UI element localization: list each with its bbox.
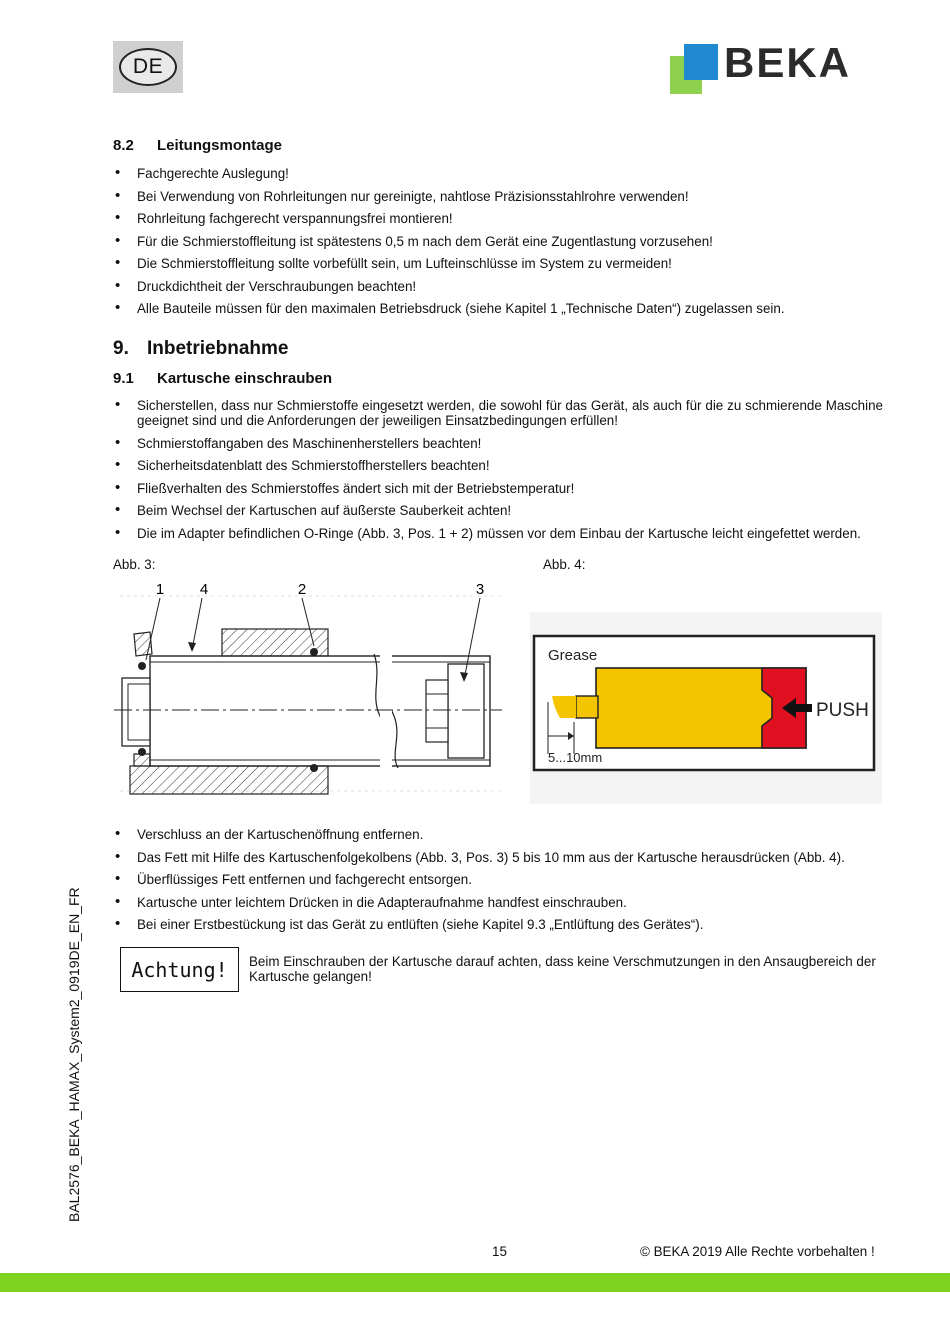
list-item: • Druckdichtheit der Verschraubungen beachten! bbox=[115, 279, 890, 294]
list-item: • Kartusche unter leichtem Drücken in die Adapteraufnahme handfest einschrauben. bbox=[115, 895, 890, 910]
list-item: • Bei Verwendung von Rohrleitungen nur gereinigte, nahtlose Präzisionsstahlrohre verwenden! bbox=[115, 189, 890, 204]
warning-text: Beim Einschrauben der Kartusche darauf achten, dass keine Verschmutzungen in den Ansaugbereich der Kartusche gelangen! bbox=[249, 954, 876, 984]
language-code: DE bbox=[119, 48, 177, 86]
list-item: • Verschluss an der Kartuschenöffnung entfernen. bbox=[115, 827, 890, 842]
callout-label-1: 1 bbox=[155, 581, 165, 598]
list-item: • Die im Adapter befindlichen O-Ringe (Abb. 3, Pos. 1 + 2) müssen vor dem Einbau der Kartusche leicht eingefettet werden. bbox=[115, 526, 883, 541]
list-item: • Beim Wechsel der Kartuschen auf äußerste Sauberkeit achten! bbox=[115, 503, 883, 518]
callout-label-2: 2 bbox=[297, 581, 307, 598]
heading-8-2 bbox=[113, 137, 282, 154]
distance-label: 5...10mm bbox=[548, 750, 603, 765]
heading-title: Kartusche einschrauben bbox=[157, 370, 333, 387]
callout-label-4: 4 bbox=[199, 581, 209, 598]
list-item: • Rohrleitung fachgerecht verspannungsfrei montieren! bbox=[115, 211, 890, 226]
list-item: • Schmierstoffangaben des Maschinenherstellers beachten! bbox=[115, 436, 883, 451]
kartusche-list bbox=[115, 398, 883, 541]
logo-wordmark: BEKA bbox=[724, 39, 852, 86]
figure-3-adapter-drawing bbox=[112, 576, 508, 802]
list-item: • Überflüssiges Fett entfernen und fachgerecht entsorgen. bbox=[115, 872, 890, 887]
footer-green-bar bbox=[0, 1273, 950, 1292]
heading-number: 9.1 bbox=[113, 370, 134, 387]
heading-title: Inbetriebnahme bbox=[147, 338, 289, 359]
document-id-vertical: BAL2576_BEKA_HAMAX_System2_0919DE_EN_FR bbox=[66, 887, 82, 1222]
warning-label-box bbox=[120, 947, 239, 992]
figure-4-caption: Abb. 4: bbox=[543, 557, 586, 572]
push-label: PUSH bbox=[816, 700, 869, 721]
beka-logo bbox=[670, 39, 885, 98]
heading-9 bbox=[113, 338, 288, 360]
heading-number: 9. bbox=[113, 338, 129, 359]
heading-9-1 bbox=[113, 370, 332, 387]
list-item: • Das Fett mit Hilfe des Kartuschenfolgekolbens (Abb. 3, Pos. 3) 5 bis 10 mm aus der Kartusche herausdrücken (Abb. 4). bbox=[115, 850, 890, 865]
steps-list bbox=[115, 827, 890, 932]
list-item: • Für die Schmierstoffleitung ist spätestens 0,5 m nach dem Gerät eine Zugentlastung vorzusehen! bbox=[115, 234, 890, 249]
list-item: • Die Schmierstoffleitung sollte vorbefüllt sein, um Lufteinschlüsse im System zu vermeiden! bbox=[115, 256, 890, 271]
list-item: • Bei einer Erstbestückung ist das Gerät zu entlüften (siehe Kapitel 9.3 „Entlüftung des Gerätes“). bbox=[115, 917, 890, 932]
list-item: • Sicherstellen, dass nur Schmierstoffe eingesetzt werden, die sowohl für das Gerät, als auch für die zu schmierende Maschine geeignet sind und die Anforderungen der jeweiligen Einsatzbedingungen erfüllen! bbox=[115, 398, 883, 428]
language-badge bbox=[113, 41, 183, 93]
callout-label-3: 3 bbox=[475, 581, 485, 598]
list-item: • Sicherheitsdatenblatt des Schmierstoffherstellers beachten! bbox=[115, 458, 883, 473]
list-item: • Fachgerechte Auslegung! bbox=[115, 166, 890, 181]
list-item: • Alle Bauteile müssen für den maximalen Betriebsdruck (siehe Kapitel 1 „Technische Daten“) zugelassen sein. bbox=[115, 301, 890, 316]
heading-title: Leitungsmontage bbox=[157, 137, 283, 154]
leitungsmontage-list bbox=[115, 166, 890, 316]
grease-label: Grease bbox=[548, 647, 598, 664]
warning-label: Achtung! bbox=[131, 957, 228, 982]
copyright: © BEKA 2019 Alle Rechte vorbehalten ! bbox=[640, 1244, 875, 1259]
heading-number: 8.2 bbox=[113, 137, 134, 154]
figure-3-caption: Abb. 3: bbox=[113, 557, 156, 572]
logo-blue-square bbox=[684, 44, 718, 80]
page-number: 15 bbox=[492, 1244, 507, 1259]
list-item: • Fließverhalten des Schmierstoffes ändert sich mit der Betriebstemperatur! bbox=[115, 481, 883, 496]
figure-4-push-diagram bbox=[530, 612, 882, 804]
